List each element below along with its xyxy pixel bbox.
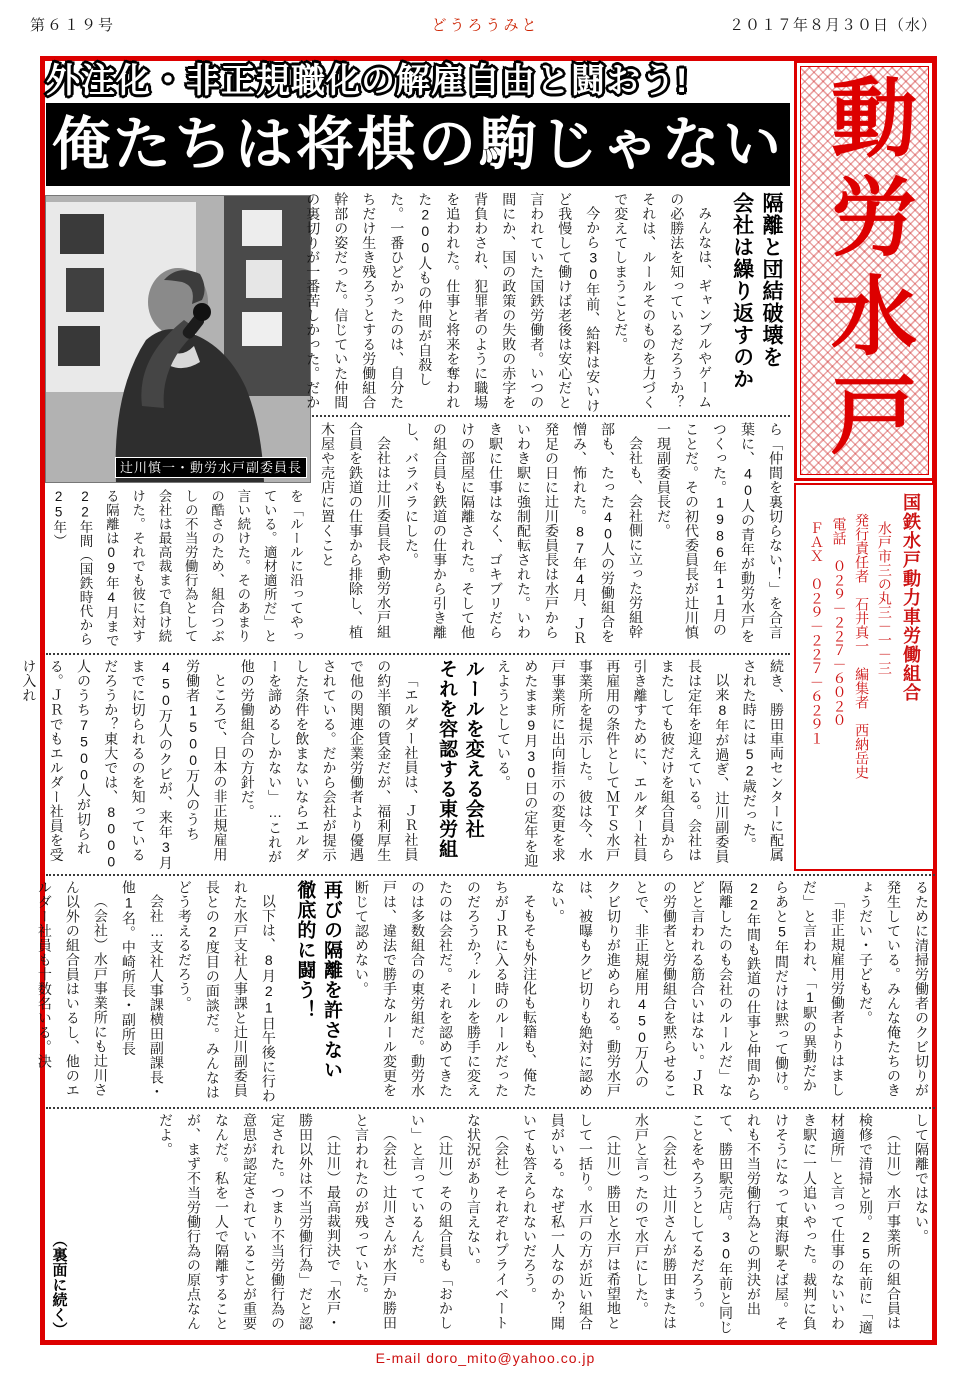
paragraph: みんなは、ギャンブルやゲームの必勝法を知っているだろうか？それは、ルールそのものを力づくで変えてしまうことだ。 [613, 192, 714, 410]
heading-line: それを容認する東労組 [436, 659, 458, 859]
paragraph: （会社）辻川さんが水戸か勝田と言われたのが残っていた。 [354, 1113, 398, 1330]
dotted-divider [46, 653, 790, 655]
paragraph: 会社は辻川委員長や動労水戸組合員を鉄道の仕事から排除し、植木屋や売店に置くこと [320, 422, 392, 640]
paragraph: 「非正規雇用労働者よりはましだ」と言われ、「1駅の異動だからあと5年間だけは黙って働け。22年間も鉄道の仕事と仲間から隔離したのも会社のルールだ」などと言われる筋合いはない。ＪＲの労働者と労働組合を黙らせることで、非正規雇用450万人のクビ切りが進められる。動労水戸は、被曝もクビ切りも絶対に認めない。 [550, 880, 846, 1102]
masthead-title: どうろうみと [431, 17, 540, 34]
page-header [0, 10, 971, 40]
issue-number: 第６１９号 [30, 17, 116, 34]
continued-note: （裏面に続く） [50, 1232, 68, 1337]
paragraph: （辻川）水戸事業所の組合員は検修で清掃と別。25年前に「適材適所」と言って仕事のないいわき駅に一人追いやった。裁判に負けそうになって東海駅そば屋。それも不当労働行為との判決が出て、勝田駅売店。30年前と同じことをやろうとしてるだろう。 [690, 1113, 902, 1335]
paragraph: 「エルダー社員は、ＪＲ社員の約半額の賃金だが、福利厚生で他の関連企業労働者より優遇されている。だから会社が提示した条件を飲まないならエルダーを諦めるしかない」…これが他の労働組合の方針だ。 [239, 659, 420, 864]
heading-line: ルールを変える会社 [462, 659, 484, 839]
paragraph: （会社）水戸事業所にも辻川さん以外の組合員はいるし、他のエルダー社員も十数名いる。決 [36, 880, 109, 1098]
dotted-divider [46, 874, 935, 876]
contact-address: 水戸市三の丸三－一－三 [876, 521, 893, 675]
headline-main: 俺たちは将棋の駒じゃない [46, 103, 790, 186]
paragraph: ところで、日本の非正規雇用労働者1500万人のうち450万人のクビが、来年3月までに切られるのを知っているだろうか？東大では、8000人のうち7500人が切られる。ＪＲでもエルダー社員を受け入れ [21, 659, 229, 870]
section-heading-isolation [727, 192, 786, 413]
heading-line: 隔離と団結破壊を [760, 192, 783, 368]
paragraph: ら「仲間を裏切らない！」を合言葉に、40人の青年が動労水戸をつくった。1986年11月のことだ。その初代委員長が辻川慎一現副委員長だ。 [656, 422, 784, 644]
article-band-1 [305, 192, 790, 413]
heading-line: 徹底的に闘う！ [294, 880, 316, 1020]
contact-fax: ＦＡＸ ０２９－２２７－６２９１ [808, 521, 825, 745]
union-banner [794, 60, 935, 481]
article-band-5 [46, 1113, 936, 1340]
heading-line: 会社は繰り返すのか [730, 192, 754, 390]
dotted-divider [312, 415, 790, 417]
contact-box [794, 483, 935, 871]
paragraph: 続き、勝田車両センターに配属された時には52歳だった。 [741, 659, 785, 862]
paragraph: 以下は、8月21日午後に行われた水戸支社人事課と辻川副委員長との2度目の面談だ。みんなはどう考えるだろう。 [176, 880, 277, 1103]
headline-kicker: 外注化・非正規職化の解雇自由と闘おう! [46, 62, 689, 100]
paragraph: （会社）それぞれプライベートな状況があり言えない。 [466, 1113, 510, 1330]
section-heading-fight [291, 880, 344, 1103]
article-band-2 [312, 422, 790, 649]
contact-org: 国鉄水戸動力車労働組合 [901, 493, 921, 702]
paragraph: 会社…支社人事課横田副課長・他1名。中崎所長・副所長 [120, 880, 165, 1099]
heading-line: 再びの隔離を許さない [321, 880, 342, 1080]
paragraph: るために清掃労働者のクビ切りが発生している。みんな俺たちのきょうだい・子どもだ。 [858, 880, 930, 1098]
footer-email: E-mail doro_mito@yahoo.co.jp [375, 1350, 596, 1366]
union-banner-hatch [800, 66, 929, 475]
section-heading-rules [433, 659, 486, 870]
paragraph: （辻川）勝田と水戸は希望地として一括り。水戸の方が近い組合員がいる。なぜ私一人なのか？聞いても答えられないだろう。 [522, 1113, 622, 1331]
paragraph: （辻川）最高裁判決で「水戸・勝田以外は不当労働行為」だと認定された。つまり不当労働行為の意思が認定されていることが重要なんだ。私を一人で隔離することが、まず不当労働行為の原点なんだよ。 [158, 1113, 342, 1331]
paragraph: 会社も、会社側に立った労組幹部も、たった40人の労働組合を憎み、怖れた。87年4月、ＪＲ発足の日に辻川委員長は水戸からいわき駅に強制配転された。いわき駅に仕事はなく、ゴキブリだらけの部屋に隔離された。そして他の組合員も鉄道の仕事から引き離し、バラバラにした。 [404, 422, 644, 646]
union-banner-title: 動労水戸 [818, 73, 914, 469]
photo-image [46, 196, 310, 482]
article-band-4 [36, 880, 936, 1103]
paragraph: （会社）辻川さんが勝田または水戸と言ったので水戸にした。 [634, 1113, 678, 1330]
paragraph: 以来8年が過ぎ、辻川副委員長は定年を迎えている。会社はまたしても彼だけを組合員から引き離すために、エルダー社員再雇用の条件としてＭＴＳ水戸事業所を提示した。彼は今、水戸事業所に出向指示の変更を求めたまま9月30日の定年を迎えようとしている。 [496, 659, 731, 868]
photo-caption: 辻川慎一・動労水戸副委員長 [115, 457, 307, 478]
dotted-divider [46, 1107, 935, 1109]
issue-date: ２０１７年８月３０日（水） [728, 17, 937, 34]
contact-phone: 電話 ０２９－２２７－６０２０ [831, 517, 848, 727]
paragraph: （辻川）その組合員も「おかしい」と言っているんだ。 [410, 1113, 454, 1330]
contact-staff: 発行責任者 石井真一 編集者 西納岳史 [854, 513, 871, 779]
photo [46, 196, 310, 482]
paragraph: を「ルールに沿ってやっている。適材適所だ」と言い続けた。そのあまりの酷さのため、組合つぶしの不当労働行為として会社は最高裁まで負け続けた。それでも彼に対する隔離は09年4月まで22年間（国鉄時代から25年） [51, 489, 303, 648]
article-band-3 [21, 659, 790, 870]
paragraph: 今から30年前、給料は安いけど我慢して働けば老後は安心だと言われていた国鉄労働者。いつの間にか、国の政策の失敗の赤字を背負わされ、犯罪者のように職場を追われた。仕事と将来を奪われた200人もの仲間が自殺した。一番ひどかったのは、自分たちだけ生き残ろうとする労働組合幹部の姿だった。信じていた仲間の裏切りが一番苦しかった。だか [305, 192, 602, 413]
paragraph: そもそも外注化も転籍も、俺たちがＪＲに入る時のルールだったのだろうか？ルールを勝手に変えたのは会社だ。それを認めてきたのは多数組合の東労組だ。動労水戸は、違法で勝手なルール変更を断じて認めない。 [354, 880, 538, 1098]
paragraph: して隔離ではない。 [914, 1113, 930, 1244]
article-band-2-under-photo [46, 489, 308, 649]
